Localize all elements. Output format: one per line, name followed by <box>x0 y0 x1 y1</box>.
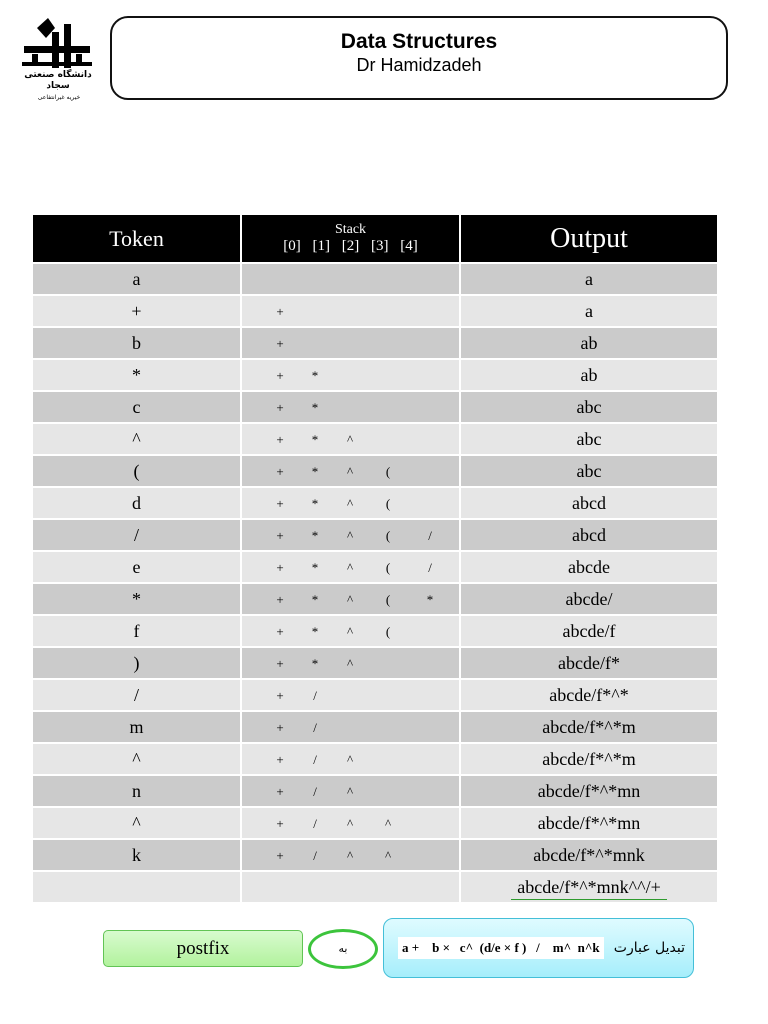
stack-slot-1: / <box>313 752 317 767</box>
stack-slot-0: + <box>276 816 284 831</box>
header-stack-indices: [0] [1] [2] [3] [4] <box>283 238 418 254</box>
output-cell: abc <box>460 423 717 455</box>
stack-cell <box>241 391 460 423</box>
table-row <box>33 583 717 615</box>
token-cell: k <box>33 839 241 871</box>
stack-slot-1: / <box>313 784 317 799</box>
output-cell: abcde/f*^*mnk <box>460 839 717 871</box>
table-row <box>33 711 717 743</box>
token-cell: ) <box>33 647 241 679</box>
stack-slot-0: + <box>276 336 284 351</box>
stack-slot-1: * <box>311 656 319 671</box>
output-cell: abc <box>460 455 717 487</box>
output-cell: abcd <box>460 487 717 519</box>
header-box <box>110 16 728 100</box>
token-cell: b <box>33 327 241 359</box>
stack-slot-2: ^ <box>346 464 354 479</box>
stack-slot-0: + <box>276 528 284 543</box>
stack-slot-1: * <box>311 432 319 447</box>
stack-slot-3: ( <box>385 624 391 639</box>
convert-label: تبدیل عبارت <box>613 940 685 956</box>
header-output: Output <box>460 215 717 263</box>
infix-expression: a + b × c^ (d/e × f ) / m^ n^k <box>398 937 604 959</box>
output-cell: abcde/f*^*m <box>460 711 717 743</box>
token-cell: f <box>33 615 241 647</box>
stack-slot-1: / <box>313 720 317 735</box>
stack-slot-2: ^ <box>346 560 354 575</box>
stack-cell <box>241 711 460 743</box>
token-cell: e <box>33 551 241 583</box>
table-row <box>33 743 717 775</box>
stack-cell <box>241 423 460 455</box>
stack-slot-3: ( <box>385 592 391 607</box>
output-cell: ab <box>460 359 717 391</box>
table-row <box>33 487 717 519</box>
table-row <box>33 263 717 295</box>
output-cell: abcde <box>460 551 717 583</box>
stack-slot-0: + <box>276 432 284 447</box>
table-header-row <box>33 215 717 263</box>
token-cell: ^ <box>33 423 241 455</box>
table-row <box>33 551 717 583</box>
token-cell: ^ <box>33 743 241 775</box>
stack-slot-0: + <box>276 496 284 511</box>
stack-slot-1: * <box>311 368 319 383</box>
stack-slot-0: + <box>276 624 284 639</box>
infix-to-postfix-table <box>33 215 717 902</box>
token-cell: * <box>33 359 241 391</box>
be-ellipse: به <box>308 929 378 969</box>
table-row <box>33 775 717 807</box>
output-cell: abcde/f*^*mn <box>460 807 717 839</box>
stack-slot-2: ^ <box>346 432 354 447</box>
stack-slot-1: * <box>311 592 319 607</box>
stack-slot-2: ^ <box>346 592 354 607</box>
token-cell: * <box>33 583 241 615</box>
table-row <box>33 679 717 711</box>
table-row <box>33 807 717 839</box>
stack-cell <box>241 263 460 295</box>
output-cell: ab <box>460 327 717 359</box>
output-cell: abcde/f*^*mn <box>460 775 717 807</box>
logo-subcaption: خیریه غیرانتفاعی <box>37 94 81 101</box>
stack-slot-4: / <box>428 560 432 575</box>
output-cell: abcde/f*^* <box>460 679 717 711</box>
token-cell: / <box>33 519 241 551</box>
stack-cell <box>241 487 460 519</box>
stack-slot-3: ( <box>385 560 391 575</box>
table-row <box>33 455 717 487</box>
table-body <box>33 263 717 902</box>
table-row <box>33 391 717 423</box>
token-cell: m <box>33 711 241 743</box>
stack-slot-0: + <box>276 400 284 415</box>
stack-slot-2: ^ <box>346 848 354 863</box>
stack-cell <box>241 551 460 583</box>
stack-cell <box>241 615 460 647</box>
table-row <box>33 871 717 902</box>
header-stack <box>241 215 460 263</box>
table-row <box>33 647 717 679</box>
page-subtitle: Dr Hamidzadeh <box>356 55 482 75</box>
table-row <box>33 839 717 871</box>
stack-slot-3: ( <box>385 464 391 479</box>
stack-slot-0: + <box>276 592 284 607</box>
token-cell: c <box>33 391 241 423</box>
stack-cell <box>241 327 460 359</box>
stack-slot-0: + <box>276 464 284 479</box>
table-row <box>33 615 717 647</box>
table-row <box>33 327 717 359</box>
stack-cell <box>241 647 460 679</box>
token-cell: + <box>33 295 241 327</box>
stack-slot-0: + <box>276 848 284 863</box>
stack-cell <box>241 679 460 711</box>
token-cell: ^ <box>33 807 241 839</box>
stack-cell <box>241 807 460 839</box>
token-cell: d <box>33 487 241 519</box>
token-cell <box>33 871 241 902</box>
stack-cell <box>241 839 460 871</box>
final-postfix-output: abcde/f*^*mnk^^/+ <box>511 875 666 900</box>
output-cell: abcd <box>460 519 717 551</box>
stack-slot-0: + <box>276 720 284 735</box>
output-cell: abcde/ <box>460 583 717 615</box>
stack-slot-0: + <box>276 368 284 383</box>
output-cell: a <box>460 295 717 327</box>
stack-slot-2: ^ <box>346 784 354 799</box>
header-stack-title: Stack <box>334 222 367 237</box>
logo-caption: دانشگاه صنعتی سجاد <box>24 70 92 91</box>
table-row <box>33 359 717 391</box>
token-cell: n <box>33 775 241 807</box>
page-title: Data Structures <box>340 30 498 53</box>
stack-slot-0: + <box>276 784 284 799</box>
stack-cell <box>241 583 460 615</box>
header-token: Token <box>33 215 241 263</box>
stack-slot-2: ^ <box>346 624 354 639</box>
stack-slot-3: ( <box>385 496 391 511</box>
output-cell: abcde/f*^*m <box>460 743 717 775</box>
stack-slot-1: * <box>311 464 319 479</box>
token-cell: / <box>33 679 241 711</box>
token-cell: a <box>33 263 241 295</box>
stack-slot-4: / <box>428 528 432 543</box>
stack-slot-1: / <box>313 688 317 703</box>
table-row <box>33 295 717 327</box>
postfix-box: postfix <box>103 930 303 967</box>
stack-slot-2: ^ <box>346 816 354 831</box>
stack-cell <box>241 743 460 775</box>
stack-cell <box>241 775 460 807</box>
stack-slot-4: * <box>426 592 434 607</box>
output-cell: a <box>460 263 717 295</box>
stack-slot-2: ^ <box>346 656 354 671</box>
output-cell: abc <box>460 391 717 423</box>
stack-slot-1: * <box>311 496 319 511</box>
stack-slot-1: * <box>311 624 319 639</box>
stack-slot-2: ^ <box>346 496 354 511</box>
stack-slot-3: ^ <box>384 816 392 831</box>
stack-slot-3: ( <box>385 528 391 543</box>
table-row <box>33 423 717 455</box>
stack-slot-1: * <box>311 560 319 575</box>
output-cell: abcde/f <box>460 615 717 647</box>
expression-box <box>383 918 694 978</box>
stack-slot-0: + <box>276 304 284 319</box>
stack-cell <box>241 359 460 391</box>
table-row <box>33 519 717 551</box>
stack-slot-0: + <box>276 752 284 767</box>
output-cell: abcde/f* <box>460 647 717 679</box>
stack-cell <box>241 295 460 327</box>
stack-slot-2: ^ <box>346 528 354 543</box>
stack-slot-0: + <box>276 688 284 703</box>
stack-cell <box>241 519 460 551</box>
stack-slot-3: ^ <box>384 848 392 863</box>
stack-slot-0: + <box>276 656 284 671</box>
stack-cell <box>241 455 460 487</box>
stack-slot-1: * <box>311 400 319 415</box>
stack-slot-2: ^ <box>346 752 354 767</box>
token-cell: ( <box>33 455 241 487</box>
stack-cell <box>241 871 460 902</box>
output-cell <box>460 871 717 902</box>
stack-slot-1: / <box>313 816 317 831</box>
stack-slot-1: * <box>311 528 319 543</box>
stack-slot-1: / <box>313 848 317 863</box>
stack-slot-0: + <box>276 560 284 575</box>
